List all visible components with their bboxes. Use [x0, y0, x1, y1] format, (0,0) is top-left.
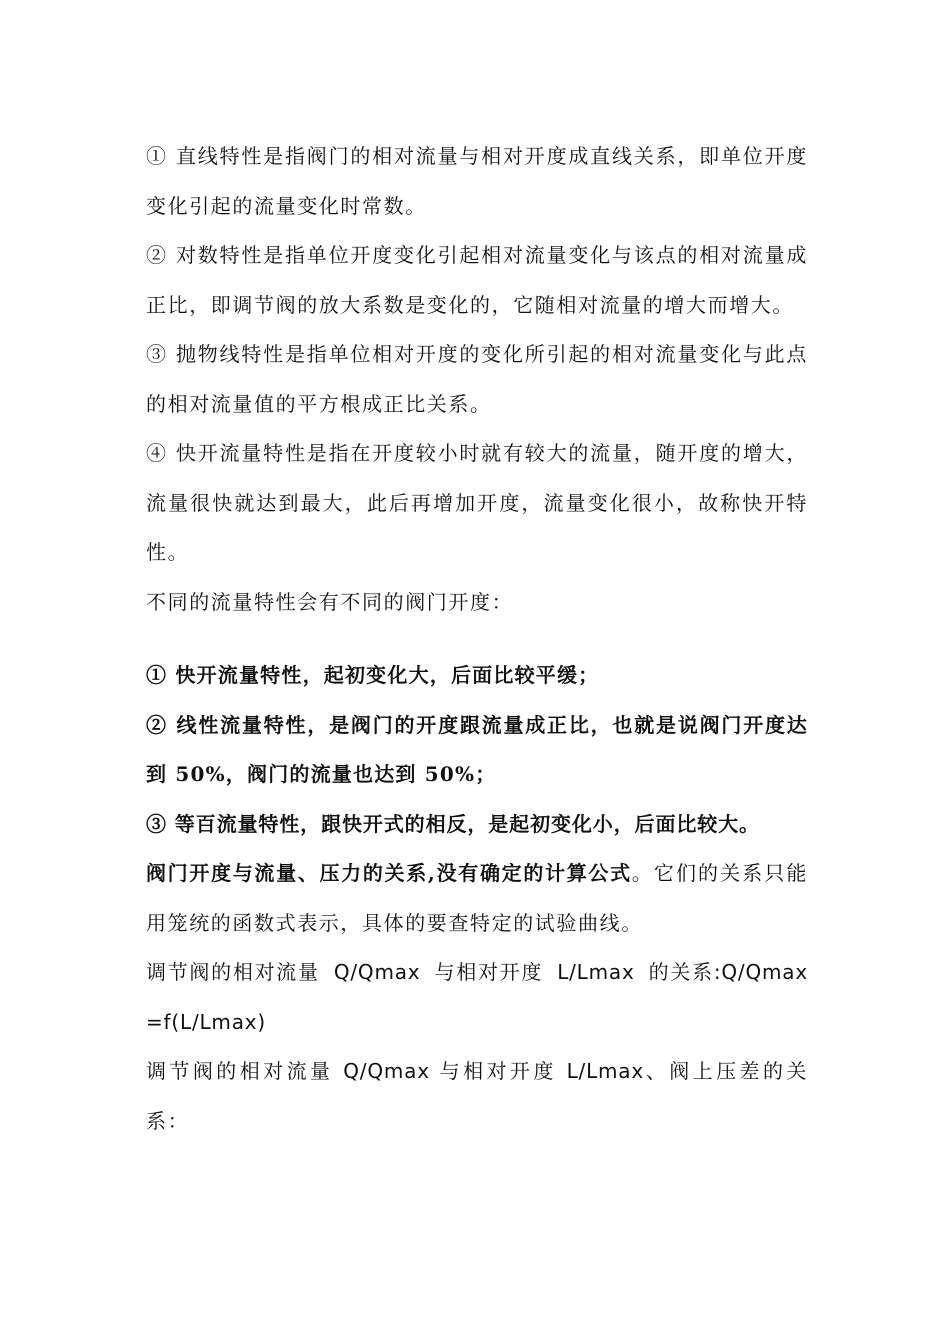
flow-function-formula: :Q/Qmax=f(L/Lmax): [146, 960, 808, 1034]
paragraph-quick-open-characteristic: ④ 快开流量特性是指在开度较小时就有较大的流量，随开度的增大，流量很快就达到最大，此后再增加开度，流量变化很小，故称快开特性。: [146, 441, 808, 564]
paragraph-no-formula: [146, 849, 808, 948]
paragraph-linear-characteristic: ① 直线特性是指阀门的相对流量与相对开度成直线关系，即单位开度变化引起的流量变化时常数。: [146, 144, 808, 218]
paragraph-opening-intro: 不同的流量特性会有不同的阀门开度：: [146, 589, 514, 614]
document-body: [146, 132, 808, 1146]
paragraph-parabolic-characteristic: ③ 抛物线特性是指单位相对开度的变化所引起的相对流量变化与此点的相对流量值的平方根成正比关系。: [146, 342, 808, 416]
bold-item-equal-percentage: ③ 等百流量特性，跟快开式的相反，是起初变化小，后面比较大。: [146, 811, 760, 836]
paragraph-pressure-relation: [146, 1047, 808, 1146]
relation-text: 的关系: [648, 960, 714, 984]
relative-opening-symbol-2: L/Lmax: [566, 1059, 644, 1083]
paragraph-gap: [146, 627, 808, 651]
relative-opening-symbol: L/Lmax: [557, 960, 635, 984]
relative-opening-text-2: 与相对开度: [439, 1059, 557, 1083]
bold-no-formula-statement: 阀门开度与流量、压力的关系,没有确定的计算公式: [146, 861, 632, 885]
relative-flow-symbol-2: Q/Qmax: [343, 1059, 430, 1083]
relative-flow-text-2: 调节阀的相对流量: [146, 1059, 334, 1083]
relative-flow-text: 调节阀的相对流量: [146, 960, 320, 984]
pressure-relation-text: 、阀上压差的关系：: [146, 1059, 809, 1133]
relative-opening-text: 与相对开度: [434, 960, 544, 984]
paragraph-log-characteristic: ② 对数特性是指单位开度变化引起相对流量变化与该点的相对流量成正比，即调节阀的放大系数是变化的，它随相对流量的增大而增大。: [146, 243, 808, 317]
no-formula-explanation: 。它们的关系只能用笼统的函数式表示，具体的要查特定的试验曲线。: [146, 861, 808, 935]
paragraph-relative-flow-function: [146, 948, 808, 1047]
bold-item-linear: ② 线性流量特性，是阀门的开度跟流量成正比，也就是说阀门开度达到 50%，阀门的流量也达到 50%；: [146, 712, 808, 786]
bold-item-quick-open: ① 快开流量特性，起初变化大，后面比较平缓；: [146, 663, 600, 687]
relative-flow-symbol: Q/Qmax: [333, 960, 421, 984]
